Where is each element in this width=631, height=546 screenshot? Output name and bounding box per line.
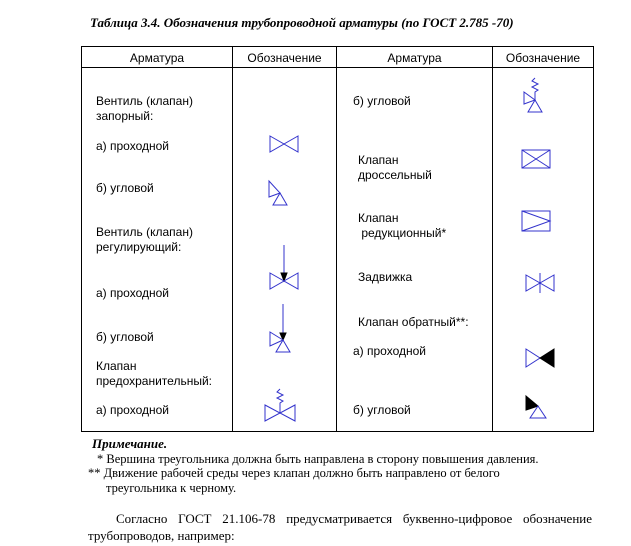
left-text-4: б) угловой xyxy=(96,181,154,195)
safety-valve-straight-icon xyxy=(265,389,295,421)
note-line-2: ** Движение рабочей среды через клапан должно быть направлено от белого xyxy=(88,466,500,480)
gate-valve-icon xyxy=(526,273,554,293)
globe-valve-straight-icon xyxy=(270,136,298,152)
globe-valve-angle-icon xyxy=(269,181,291,205)
table-border-right xyxy=(593,46,594,432)
table-col-divider-3 xyxy=(492,46,493,432)
left-text-11: а) проходной xyxy=(96,403,169,417)
table-title: Таблица 3.4. Обозначения трубопроводной арматуры (по ГОСТ 2.785 -70) xyxy=(90,15,514,30)
throttle-valve-icon xyxy=(522,150,550,168)
body-paragraph-line-2: трубопроводов, например: xyxy=(88,528,235,543)
header-armatura-2: Арматура xyxy=(387,51,442,65)
left-text-6: регулирующий: xyxy=(96,240,182,254)
right-text-3: дроссельный xyxy=(358,168,432,182)
left-text-9: Клапан xyxy=(96,359,137,373)
table-border-bottom xyxy=(81,431,594,432)
left-text-7: а) проходной xyxy=(96,286,169,300)
check-valve-straight-icon xyxy=(526,349,554,367)
header-designation-2: Обозначение xyxy=(505,51,581,65)
left-text-3: а) проходной xyxy=(96,139,169,153)
left-text-1: Вентиль (клапан) xyxy=(96,94,193,108)
right-text-8: а) проходной xyxy=(353,344,426,358)
table-header-divider xyxy=(81,67,594,68)
note-line-1: * Вершина треугольника должна быть направлена в сторону повышения давления. xyxy=(97,452,539,466)
table-border-top xyxy=(81,46,594,47)
left-text-10: предохранительный: xyxy=(96,374,212,388)
note-title: Примечание. xyxy=(92,436,168,451)
check-valve-angle-icon xyxy=(526,396,550,420)
table-col-divider-1 xyxy=(232,46,233,432)
control-valve-straight-icon xyxy=(270,245,298,289)
header-designation-1: Обозначение xyxy=(247,51,322,65)
right-text-1: б) угловой xyxy=(353,94,411,108)
table-border-left xyxy=(81,46,82,432)
note-line-3: треугольника к черному. xyxy=(106,481,237,495)
table-col-divider-2 xyxy=(336,46,337,432)
left-text-5: Вентиль (клапан) xyxy=(96,225,193,239)
right-text-7: Клапан обратный**: xyxy=(358,315,469,329)
left-text-2: запорный: xyxy=(96,109,154,123)
right-text-6: Задвижка xyxy=(358,270,413,284)
right-text-2: Клапан xyxy=(358,153,399,167)
right-text-4: Клапан xyxy=(358,211,399,225)
safety-valve-angle-icon xyxy=(522,78,546,112)
control-valve-angle-icon xyxy=(270,304,294,352)
left-text-8: б) угловой xyxy=(96,330,154,344)
reducing-valve-icon xyxy=(522,211,550,231)
right-text-9: б) угловой xyxy=(353,403,411,417)
right-text-5: редукционный* xyxy=(358,226,447,240)
body-paragraph-line-1: Согласно ГОСТ 21.106-78 предусматривается буквенно-цифровое обозначение xyxy=(116,511,592,526)
header-armatura-1: Арматура xyxy=(129,51,185,65)
